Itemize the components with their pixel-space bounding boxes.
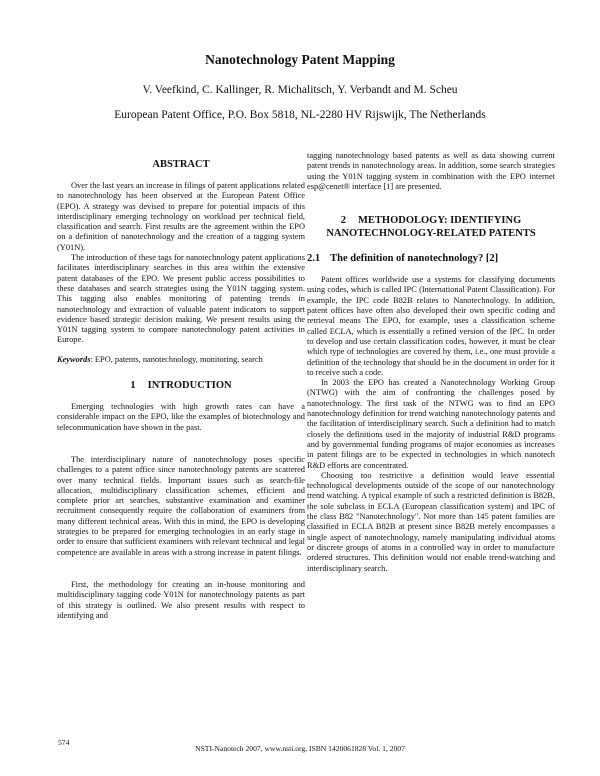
section-2-heading (307, 214, 555, 240)
section-2-1-title: The definition of nanotechnology? [2] (330, 253, 499, 265)
definition-paragraph-2: In 2003 the EPO has created a Nanotechnology Working Group (NTWG) with the aim of confronting the challenges posed by nanotechnology. The first task of the NTWG was to find an EPO nanotechnology definition for trend watching nanotechnology patents and the facilitation of interdisciplinary search. Such a definition had to match closely the definitions used in the majority of industrial R&D programs and by governmental funding programs of major economies as increases in patent filings are to be expected in technologies in which nanotech R&D efforts are concentrated. (307, 378, 555, 470)
section-2-title: METHODOLOGY: IDENTIFYING NANOTECHNOLOGY-RELATED PATENTS (326, 215, 536, 240)
keywords-text: : EPO, patents, nanotechnology, monitoring, search (90, 354, 263, 364)
keywords-label: Keywords (57, 354, 91, 364)
section-2-1-number: 2.1 (307, 253, 321, 265)
page-number: 574 (58, 738, 70, 747)
section-1-title: INTRODUCTION (147, 380, 232, 392)
author-list: V. Veefkind, C. Kallinger, R. Michalitsch, Y. Verbandt and M. Scheu (142, 84, 458, 96)
abstract-heading: ABSTRACT (152, 159, 210, 170)
intro-paragraph-1: Emerging technologies with high growth rates can have a considerable impact on the EPO, like the examples of biotechnology and telecommunication have shown in the past. (57, 402, 305, 432)
abstract-paragraph-1: Over the last years an increase in filings of patent applications related to nanotechnology has been observed at the European Patent Office (EPO). A strategy was devised to prepare for potential impacts of this interdisciplinary emerging technology on workload per technical field, classification and search. First results are the agreement within the EPO on a definition of nanotechnology and the creation of a tagging system (Y01N). (57, 181, 305, 252)
definition-paragraph-3: Choosing too restrictive a definition would leave essential technological developments outside of the scope of our nanotechnology trend watching. A typical example of such a restricted definition is B82B, the sole subclass in ECLA (European classification system) and IPC of the class B82 "Nanotechnology". Not more than 145 patent families are classified in ECLA B82B at present since B82B merely encompasses a single aspect of nanotechnology, namely manipulating individual atoms or discrete groups of atoms in a controlled way in order to manufacture ordered structures. This definition would not enable trend-watching and interdisciplinary search. (307, 470, 555, 573)
section-1-number: 1 (130, 380, 136, 392)
abstract-paragraph-2: The introduction of these tags for nanotechnology patent applications facilitates interdisciplinary searches in this area within the extensive patent databases of the EPO. We present public access possibilities to these databases and search strategies using the Y01N tagging system. This tagging also enables monitoring of patenting trends in nanotechnology and extraction of valuable patent indicators to support evidence based strategic decision making. We present results using the Y01N tagging system to compare nanotechnology patent activities in Europe. (57, 253, 305, 345)
definition-paragraph-1: Patent offices worldwide use a systems for classifying documents using codes, which is called IPC (International Patent Classification). For example, the IPC code B82B relates to Nanotechnology. In addition, patent offices have often also developed their own specific coding and retrieval means The EPO, for example, uses a classification scheme called ECLA, which is essentially a refined version of the IPC. In order to develop and use certain classification codes, however, it must be clear which type of technologies are covered by them, i.e., one must provide a definition of the technology that should be in the document in order for it to receive such a code. (307, 275, 555, 377)
intro-paragraph-2: The interdisciplinary nature of nanotechnology poses specific challenges to a patent office since nanotechnology patents are scattered over many technical fields. Important issues such as search-file allocation, multidisciplinary classification schemes, efficient and complete prior art searches, substantive examination and examiner recruitment consequently require the collaboration of examiners from many different technical areas. With this in mind, the EPO is developing strategies to be prepared for emerging technologies in an early stage in order to ensure that sufficient examiners with relevant technical and legal competence are available in areas with a strong increase in patent filings. (57, 454, 305, 557)
affiliation: European Patent Office, P.O. Box 5818, NL-2280 HV Rijswijk, The Netherlands (114, 109, 486, 121)
paper-title: Nanotechnology Patent Mapping (205, 52, 395, 67)
section-2-number: 2 (340, 215, 346, 227)
intro-paragraph-3: First, the methodology for creating an in-house monitoring and multidisciplinary tagging code Y01N for nanotechnology patents as part of this strategy is outlined. We also present results with respect to identifying and (57, 579, 305, 620)
footer-citation: NSTI-Nanotech 2007, www.nsti.org, ISBN 1420061828 Vol. 1, 2007 (195, 744, 405, 753)
right-continuation-paragraph: tagging nanotechnology based patents as well as data showing current patent trends in nanotechnology areas. In addition, some search strategies using the Y01N tagging system in combination with the EPO internet esp@cenet® interface [1] are presented. (307, 151, 555, 191)
right-column (307, 151, 555, 574)
section-2-1-heading (307, 252, 555, 265)
keywords (57, 355, 305, 365)
section-1-heading (57, 379, 305, 392)
left-column (57, 148, 305, 621)
